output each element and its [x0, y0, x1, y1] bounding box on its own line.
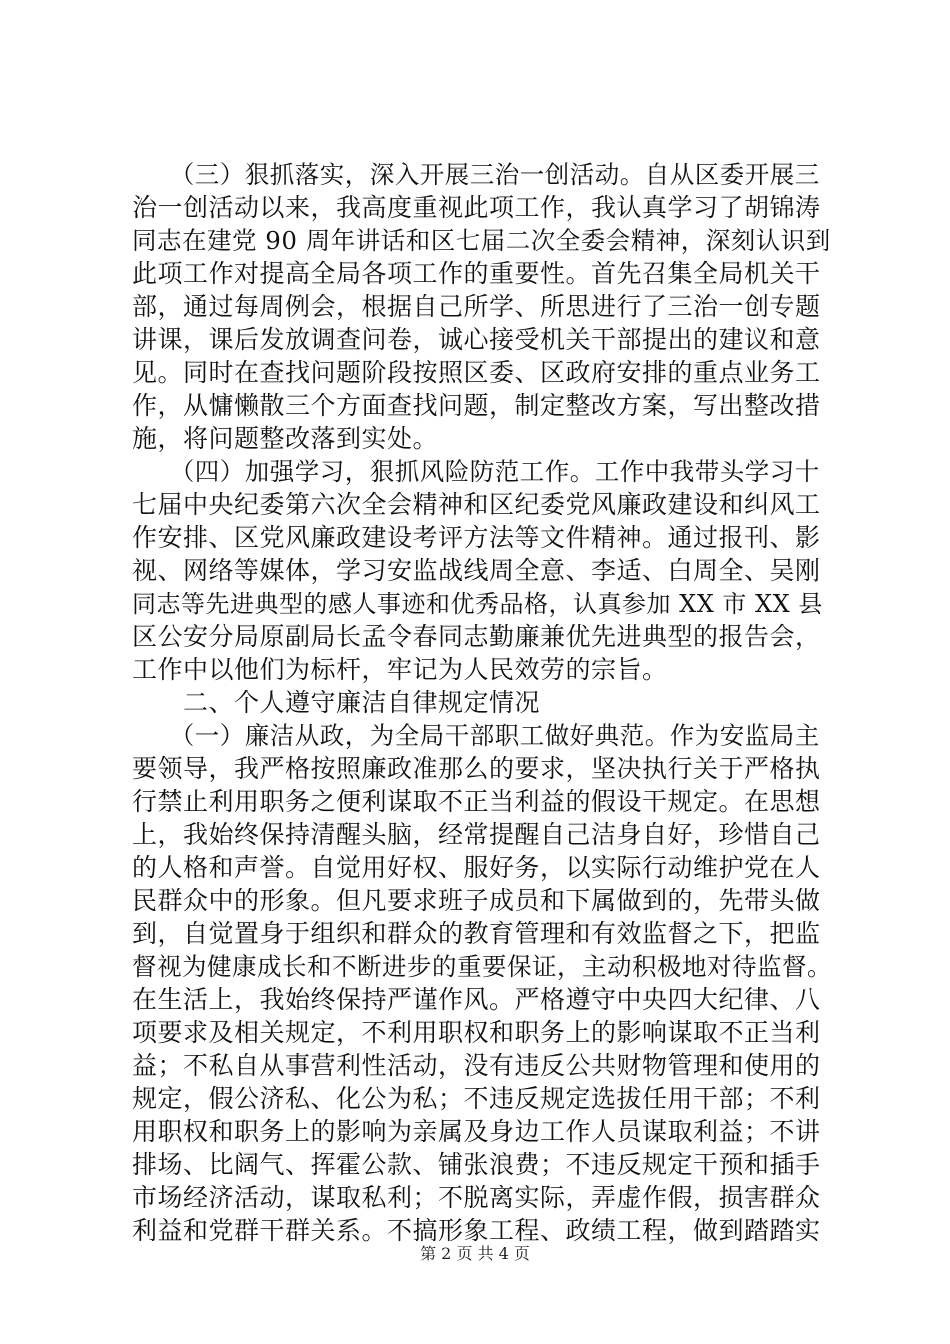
- text-line: （一）廉洁从政，为全局干部职工做好典范。作为安监局主: [132, 721, 820, 750]
- text-line: 民群众中的形象。但凡要求班子成员和下属做到的，先带头做: [132, 886, 821, 915]
- text-line: （四）加强学习，狠抓风险防范工作。工作中我带头学习十: [132, 457, 820, 486]
- text-line: 施，将问题整改落到实处。: [132, 424, 439, 453]
- text-line: 同志在建党 90 周年讲话和区七届二次全委会精神，深刻认识到: [132, 226, 831, 255]
- text-line: 部，通过每周例会，根据自己所学、所思进行了三治一创专题: [132, 292, 821, 321]
- text-line: 用职权和职务上的影响为亲属及身边工作人员谋取利益；不讲: [132, 1117, 821, 1146]
- text-line: 上，我始终保持清醒头脑，经常提醒自己洁身自好，珍惜自己: [132, 820, 821, 849]
- text-line: 此项工作对提高全局各项工作的重要性。首先召集全局机关干: [132, 259, 821, 288]
- text-line: 行禁止利用职务之便利谋取不正当利益的假设干规定。在思想: [132, 787, 821, 816]
- text-line: 七届中央纪委第六次全会精神和区纪委党风廉政建设和纠风工: [132, 490, 821, 519]
- text-line: 要领导，我严格按照廉政准那么的要求，坚决执行关于严格执: [132, 754, 821, 783]
- text-line: 治一创活动以来，我高度重视此项工作，我认真学习了胡锦涛: [132, 193, 821, 222]
- text-line: 到，自觉置身于组织和群众的教育管理和有效监督之下，把监: [132, 919, 821, 948]
- text-line: 同志等先进典型的感人事迹和优秀品格，认真参加 XX 市 XX 县: [132, 590, 823, 618]
- text-line: 排场、比阔气、挥霍公款、铺张浪费；不违反规定干预和插手: [132, 1150, 821, 1179]
- text-line: 利益和党群干群关系。不搞形象工程、政绩工程，做到踏踏实: [132, 1216, 821, 1245]
- text-line: 在生活上，我始终保持严谨作风。严格遵守中央四大纪律、八: [132, 985, 821, 1014]
- section-heading: 二、个人遵守廉洁自律规定情况: [132, 688, 541, 717]
- text-line: 项要求及相关规定，不利用职权和职务上的影响谋取不正当利: [132, 1018, 821, 1047]
- text-line: 规定，假公济私、化公为私；不违反规定选拔任用干部；不利: [132, 1084, 821, 1113]
- text-line: 工作中以他们为标杆，牢记为人民效劳的宗旨。: [132, 655, 668, 684]
- text-line: 视、网络等媒体，学习安监战线周全意、李适、白周全、吴刚: [132, 556, 821, 585]
- text-line: 区公安分局原副局长孟令春同志勤廉兼优先进典型的报告会，: [132, 622, 821, 651]
- text-line: 见。同时在查找问题阶段按照区委、区政府安排的重点业务工: [132, 358, 821, 387]
- text-line: 市场经济活动，谋取私利；不脱离实际，弄虚作假，损害群众: [132, 1183, 821, 1212]
- text-line: 的人格和声誉。自觉用好权、服好务，以实际行动维护党在人: [132, 853, 821, 882]
- text-line: 督视为健康成长和不断进步的重要保证，主动积极地对待监督。: [132, 952, 832, 981]
- page-number-footer: 第 2 页 共 4 页: [420, 1244, 530, 1263]
- text-line: 作安排、区党风廉政建设考评方法等文件精神。通过报刊、影: [132, 523, 821, 552]
- text-line: （三）狠抓落实，深入开展三治一创活动。自从区委开展三: [132, 160, 820, 189]
- text-line: 讲课，课后发放调查问卷，诚心接受机关干部提出的建议和意: [132, 325, 821, 354]
- text-line: 作，从慵懒散三个方面查找问题，制定整改方案，写出整改措: [132, 391, 821, 420]
- text-line: 益；不私自从事营利性活动，没有违反公共财物管理和使用的: [132, 1051, 821, 1080]
